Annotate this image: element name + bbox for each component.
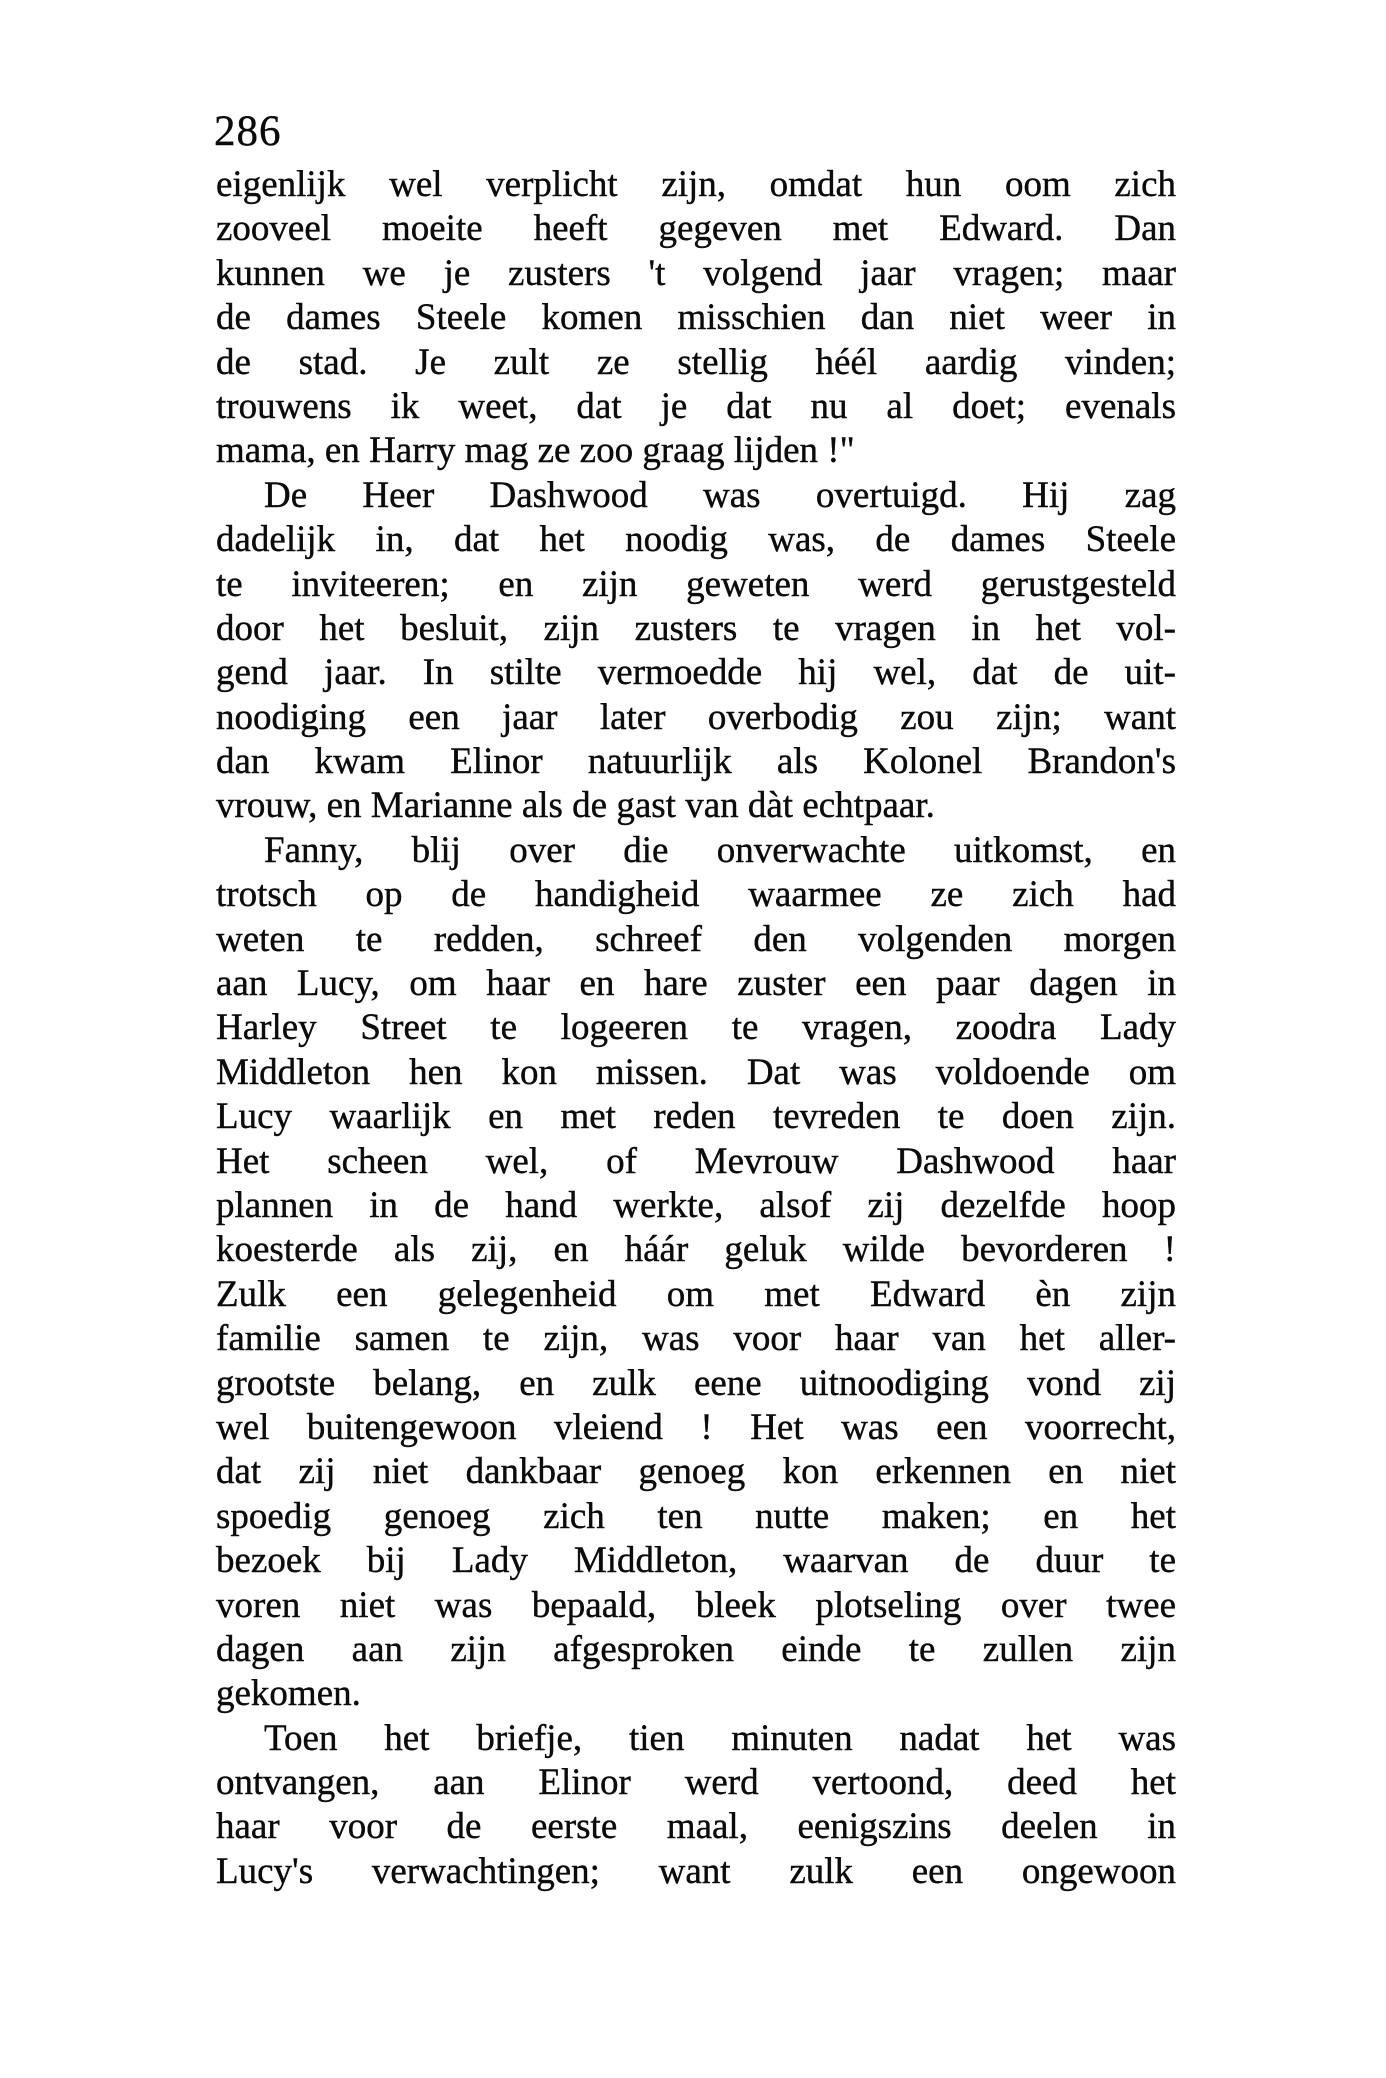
text-line: grootste belang, en zulk eene uitnoodiging vond zij [216,1362,1176,1404]
text-line: ontvangen, aan Elinor werd vertoond, deed het [216,1762,1176,1804]
text-line: Lucy waarlijk en met reden tevreden te doen zijn. [216,1096,1176,1138]
text-line: Zulk een gelegenheid om met Edward èn zijn [216,1273,1176,1315]
text-line: mama, en Harry mag ze zoo graag lijden !" [216,430,855,472]
text-line: plannen in de hand werkte, alsof zij dezelfde hoop [216,1184,1176,1226]
text-line: trouwens ik weet, dat je dat nu al doet; evenals [216,385,1176,427]
text-line: trotsch op de handigheid waarmee ze zich had [216,874,1176,916]
text-line: noodiging een jaar later overbodig zou zijn; want [216,696,1176,738]
text-line: Toen het briefje, tien minuten nadat het was [264,1717,1176,1759]
text-line: Lucy's verwachtingen; want zulk een ongewoon [216,1850,1176,1892]
text-line: koesterde als zij, en háár geluk wilde bevorderen ! [216,1229,1176,1271]
text-line: wel buitengewoon vleiend ! Het was een voorrecht, [216,1406,1176,1448]
text-line: dagen aan zijn afgesproken einde te zullen zijn [216,1628,1176,1670]
text-line: vrouw, en Marianne als de gast van dàt echtpaar. [216,785,935,827]
text-line: zooveel moeite heeft gegeven met Edward. Dan [216,208,1176,250]
text-line: dadelijk in, dat het noodig was, de dames Steele [216,519,1176,561]
text-line: gekomen. [216,1673,361,1715]
text-line: spoedig genoeg zich ten nutte maken; en het [216,1495,1176,1537]
text-line: eigenlijk wel verplicht zijn, omdat hun oom zich [216,164,1176,205]
text-line: Het scheen wel, of Mevrouw Dashwood haar [216,1140,1176,1182]
text-line: voren niet was bepaald, bleek plotseling over twee [216,1584,1176,1626]
text-line: Harley Street te logeeren te vragen, zoodra Lady [216,1007,1176,1049]
text-line: weten te redden, schreef den volgenden morgen [216,918,1176,960]
text-line: aan Lucy, om haar en hare zuster een paar dagen in [216,963,1176,1005]
text-line: gend jaar. In stilte vermoedde hij wel, dat de uit- [216,652,1176,694]
text-line: dat zij niet dankbaar genoeg kon erkennen en niet [216,1451,1176,1493]
text-line: De Heer Dashwood was overtuigd. Hij zag [264,474,1176,516]
text-line: kunnen we je zusters 't volgend jaar vragen; maar [216,252,1176,294]
page-text-block [216,163,1176,1894]
text-line: Middleton hen kon missen. Dat was voldoende om [216,1051,1176,1093]
text-line: dan kwam Elinor natuurlijk als Kolonel Brandon's [216,741,1176,783]
page-number: 286 [214,108,282,155]
text-line: de dames Steele komen misschien dan niet weer in [216,297,1176,339]
text-line: Fanny, blij over die onverwachte uitkomst, en [264,829,1176,871]
text-line: door het besluit, zijn zusters te vragen in het vol- [216,607,1176,649]
text-line: haar voor de eerste maal, eenigszins deelen in [216,1806,1176,1848]
text-line: te inviteeren; en zijn geweten werd gerustgesteld [216,563,1176,605]
text-line: de stad. Je zult ze stellig héél aardig vinden; [216,341,1176,383]
text-line: bezoek bij Lady Middleton, waarvan de duur te [216,1540,1176,1582]
text-line: familie samen te zijn, was voor haar van het aller- [216,1318,1176,1360]
